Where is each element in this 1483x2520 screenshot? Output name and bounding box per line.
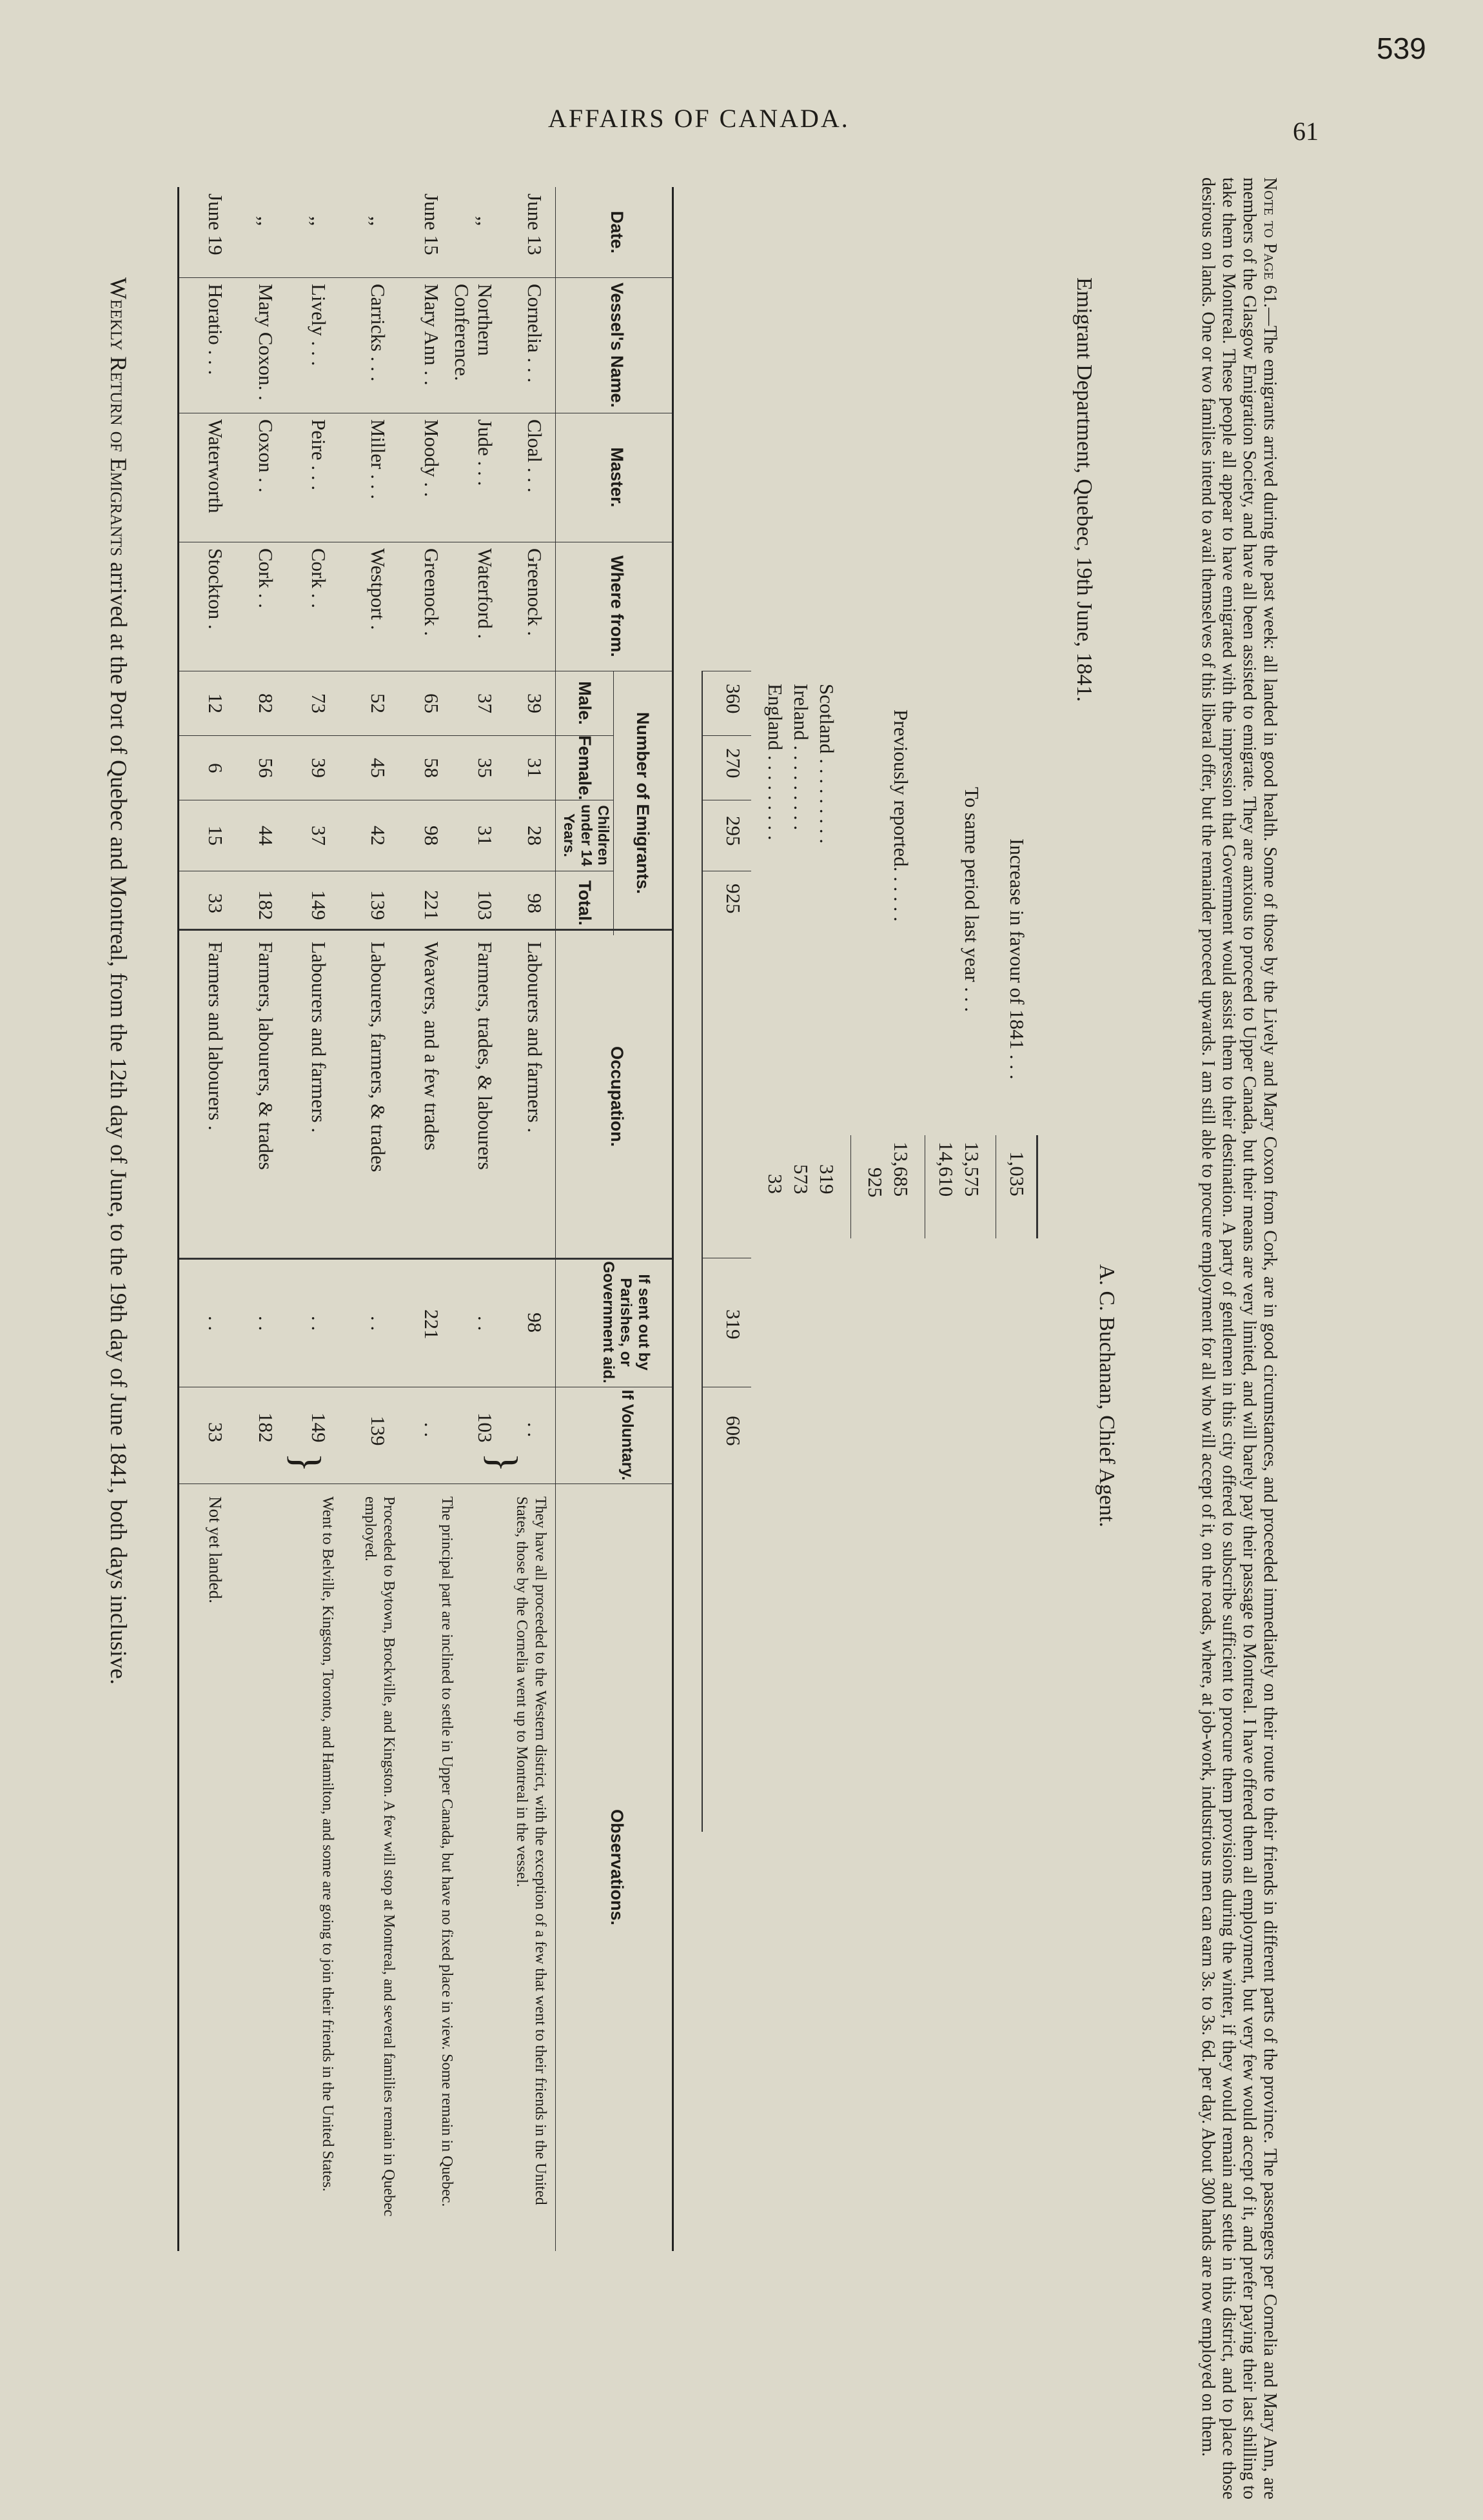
summary-england-value: 33: [764, 1174, 787, 1194]
table-title: [105, 277, 132, 1685]
summary-england: England . . . . . . . . .: [764, 684, 787, 840]
total-sent: 319: [722, 1309, 745, 1340]
row7-total: 33: [204, 893, 227, 913]
footnote: [1197, 177, 1280, 2499]
row6-children: 44: [255, 826, 277, 846]
running-head: AFFAIRS OF CANADA.: [548, 104, 850, 133]
header-master: Master.: [607, 447, 627, 508]
summary-sum-value: 14,610: [935, 1142, 958, 1197]
row4-female: 45: [367, 758, 389, 778]
total-male: 360: [722, 684, 745, 714]
row5-total: 149: [308, 890, 330, 920]
row4-observation: Proceeded to Bytown, Brockville, and Kingston. A few will stop at Montreal, and several families remain in Quebec employed.: [362, 1496, 397, 2217]
row3-sent: 221: [420, 1309, 443, 1340]
row7-date: June 19: [204, 193, 227, 255]
row2-master: Jude . . .: [474, 419, 496, 486]
row2-male: 37: [474, 693, 496, 713]
summary-ireland-value: 573: [790, 1164, 812, 1195]
summary-previously-reported-value: 13,685: [890, 1142, 912, 1197]
row6-total: 182: [255, 890, 277, 920]
row5-from: Cork . .: [308, 548, 330, 608]
department-line: Emigrant Department, Quebec, 19th June, 1841.: [1072, 277, 1096, 702]
summary-previously-reported: Previously reported. . . . . .: [890, 709, 912, 922]
title-prefix: Weekly Return of Emigrants: [106, 277, 132, 557]
row7-female: 6: [204, 763, 227, 773]
summary-scotland: Scotland . . . . . . . . .: [816, 684, 838, 844]
row4-voluntary: 139: [367, 1416, 389, 1446]
row7-vessel: Horatio . . .: [204, 284, 227, 375]
row3-master: Moody . .: [420, 419, 443, 497]
row5-children: 37: [308, 826, 330, 846]
row4-master: Miller . . .: [367, 419, 389, 499]
row2-total: 103: [474, 890, 496, 920]
row1-vessel: Cornelia . . .: [524, 284, 546, 383]
row7-voluntary: 33: [204, 1422, 227, 1442]
row5-date: ,,: [308, 216, 330, 226]
agent-signature: A. C. Buchanan, Chief Agent.: [1095, 1264, 1119, 1527]
row1-male: 39: [524, 693, 546, 713]
row5-sent: . .: [308, 1316, 330, 1331]
row1-date: June 13: [524, 193, 546, 255]
row1-master: Cloal . . .: [524, 419, 546, 493]
row3-voluntary: . .: [420, 1422, 443, 1438]
row2-from: Waterford .: [474, 548, 496, 639]
row2-female: 35: [474, 758, 496, 778]
footnote-label: Note to Page 61.: [1260, 177, 1280, 308]
row3-observation: The principal part are inclined to settle in Upper Canada, but have no fixed place in view. Some remain in Quebec.: [438, 1496, 455, 2207]
row6-vessel: Mary Coxon. .: [255, 284, 277, 401]
total-total: 925: [722, 884, 745, 914]
row6-master: Coxon . .: [255, 419, 277, 493]
row1-voluntary: . .: [524, 1422, 546, 1438]
total-children: 295: [722, 816, 745, 846]
row4-male: 52: [367, 693, 389, 713]
summary-ireland: Ireland . . . . . . . . .: [790, 684, 812, 831]
header-observations: Observations.: [607, 1809, 627, 1926]
row2-children: 31: [474, 826, 496, 846]
summary-last-year: To same period last year . . .: [961, 787, 983, 1013]
header-children: Children under 14 Years.: [561, 804, 612, 866]
summary-increase: Increase in favour of 1841 . . .: [1006, 838, 1028, 1080]
row6-sent: . .: [255, 1316, 277, 1331]
total-voluntary: 606: [722, 1416, 745, 1446]
row4-total: 139: [367, 890, 389, 920]
summary-increase-value: 1,035: [1006, 1151, 1028, 1196]
row1-sent: 98: [524, 1313, 546, 1333]
row3-female: 58: [420, 758, 443, 778]
row7-male: 12: [204, 693, 227, 713]
row5-male: 73: [308, 693, 330, 713]
header-vessel: Vessel's Name.: [607, 282, 627, 408]
row7-from: Stockton .: [204, 548, 227, 630]
row4-from: Westport .: [367, 548, 389, 630]
row4-sent: . .: [367, 1316, 389, 1331]
header-occupation: Occupation.: [607, 1046, 627, 1147]
row3-from: Greenock .: [420, 548, 443, 636]
rotated-content: [48, 155, 1312, 2503]
header-date: Date.: [607, 210, 627, 254]
row3-male: 65: [420, 693, 443, 713]
header-female: Female.: [575, 735, 594, 800]
row6-from: Cork . .: [255, 548, 277, 608]
row3-vessel: Mary Ann . .: [420, 284, 443, 386]
emigrants-table: [177, 187, 674, 2251]
row4-children: 42: [367, 826, 389, 846]
row1-total: 98: [524, 893, 546, 913]
row7-sent: . .: [204, 1316, 227, 1331]
row4-vessel: Carricks . . .: [367, 284, 389, 382]
header-if-voluntary: If Voluntary.: [618, 1389, 636, 1481]
row1-occupation: Labourers and farmers .: [524, 942, 546, 1133]
header-number-of-emigrants: Number of Emigrants.: [633, 711, 653, 895]
row2-sent: . .: [474, 1316, 496, 1331]
row4-date: ,,: [367, 216, 389, 226]
header-male: Male.: [575, 681, 594, 725]
row5-voluntary: 149: [308, 1413, 330, 1443]
row3-occupation: Weavers, and a few trades: [420, 942, 443, 1151]
row6-voluntary: 182: [255, 1413, 277, 1443]
row1-observation: They have all proceeded to the Western district, with the exception of a few that went to their friends in the United States, those by the Cornelia went up to Montreal in the vessel.: [513, 1496, 549, 2205]
row5-6-brace: }: [284, 1453, 329, 1473]
summary-subtotal-value: 925: [864, 1167, 887, 1198]
row5-occupation: Labourers and farmers .: [308, 942, 330, 1133]
row5-observation: Went to Belville, Kingston, Toronto, and Hamilton, and some are going to join their friends in the United States.: [319, 1496, 336, 2192]
row3-date: June 15: [420, 193, 443, 255]
header-total: Total.: [575, 880, 594, 926]
row5-master: Peire . . .: [308, 419, 330, 491]
row1-children: 28: [524, 826, 546, 846]
row7-observation: Not yet landed.: [206, 1496, 225, 1603]
total-female: 270: [722, 748, 745, 779]
row6-date: ,,: [255, 216, 277, 226]
footnote-text: —The emigrants arrived during the past week: all landed in good health. Some of those by the Lively and Mary Coxon from Cork, are in good circumstances, and proceeded immediately on their route to their friends in different parts of the province. The passengers per Cornelia and Mary Ann, are members of the Glasgow Emigration Society, and have all been assisted to emigrate. They are anxious to proceed to Upper Canada, but their means are very limited, and will barely pay their passage to Montreal. I have offered them all employment, but very few would accept of it, and prefer paying their last shilling to take them to Montreal. These people all appear to have emigrated with the impression that Government would assist them to their destination. A party of gentlemen in this city offered to subscribe sufficient to procure them provisions during the winter, if they would remain and settle in this district, and to place those desirous on lands. One or two families intend to avail themselves of this liberal offer, but the remainder proceed upwards. I am still able to procure employment for all who will accept of it, on the roads, where, at job-work, industrious men can earn 3s. to 3s. 6d. per day. About 300 hands are now employed on them.: [1198, 177, 1280, 2499]
row4-occupation: Labourers, farmers, & trades: [367, 942, 389, 1173]
row1-from: Greenock .: [524, 548, 546, 636]
row2-vessel: Northern Conference.: [451, 284, 496, 381]
row6-occupation: Farmers, labourers, & trades: [255, 942, 277, 1170]
row2-voluntary: 103: [474, 1413, 496, 1443]
row7-occupation: Farmers and labourers .: [204, 942, 227, 1131]
row3-children: 98: [420, 826, 443, 846]
header-where-from: Where from.: [607, 555, 627, 657]
row2-date: ,,: [474, 216, 496, 226]
totals-rule: [702, 671, 703, 1832]
summary-last-year-value: 13,575: [961, 1142, 983, 1197]
header-if-sent-out: If sent out by Parishes, or Government aid.: [599, 1261, 653, 1384]
title-rest: arrived at the Port of Quebec and Montreal, from the 12th day of June, to the 19th day of June 1841, both days inclusive.: [106, 556, 132, 1685]
row6-female: 56: [255, 758, 277, 778]
row5-vessel: Lively . . .: [308, 284, 330, 366]
row1-2-brace: }: [480, 1453, 526, 1473]
row7-master: Waterworth: [204, 419, 227, 513]
row7-children: 15: [204, 826, 227, 846]
summary-scotland-value: 319: [816, 1164, 838, 1195]
row6-male: 82: [255, 693, 277, 713]
page-number: 61: [1293, 117, 1319, 146]
row5-female: 39: [308, 758, 330, 778]
archive-page-number: 539: [1377, 32, 1426, 65]
row3-total: 221: [420, 890, 443, 920]
row1-female: 31: [524, 758, 546, 778]
row2-occupation: Farmers, trades, & labourers: [474, 942, 496, 1170]
